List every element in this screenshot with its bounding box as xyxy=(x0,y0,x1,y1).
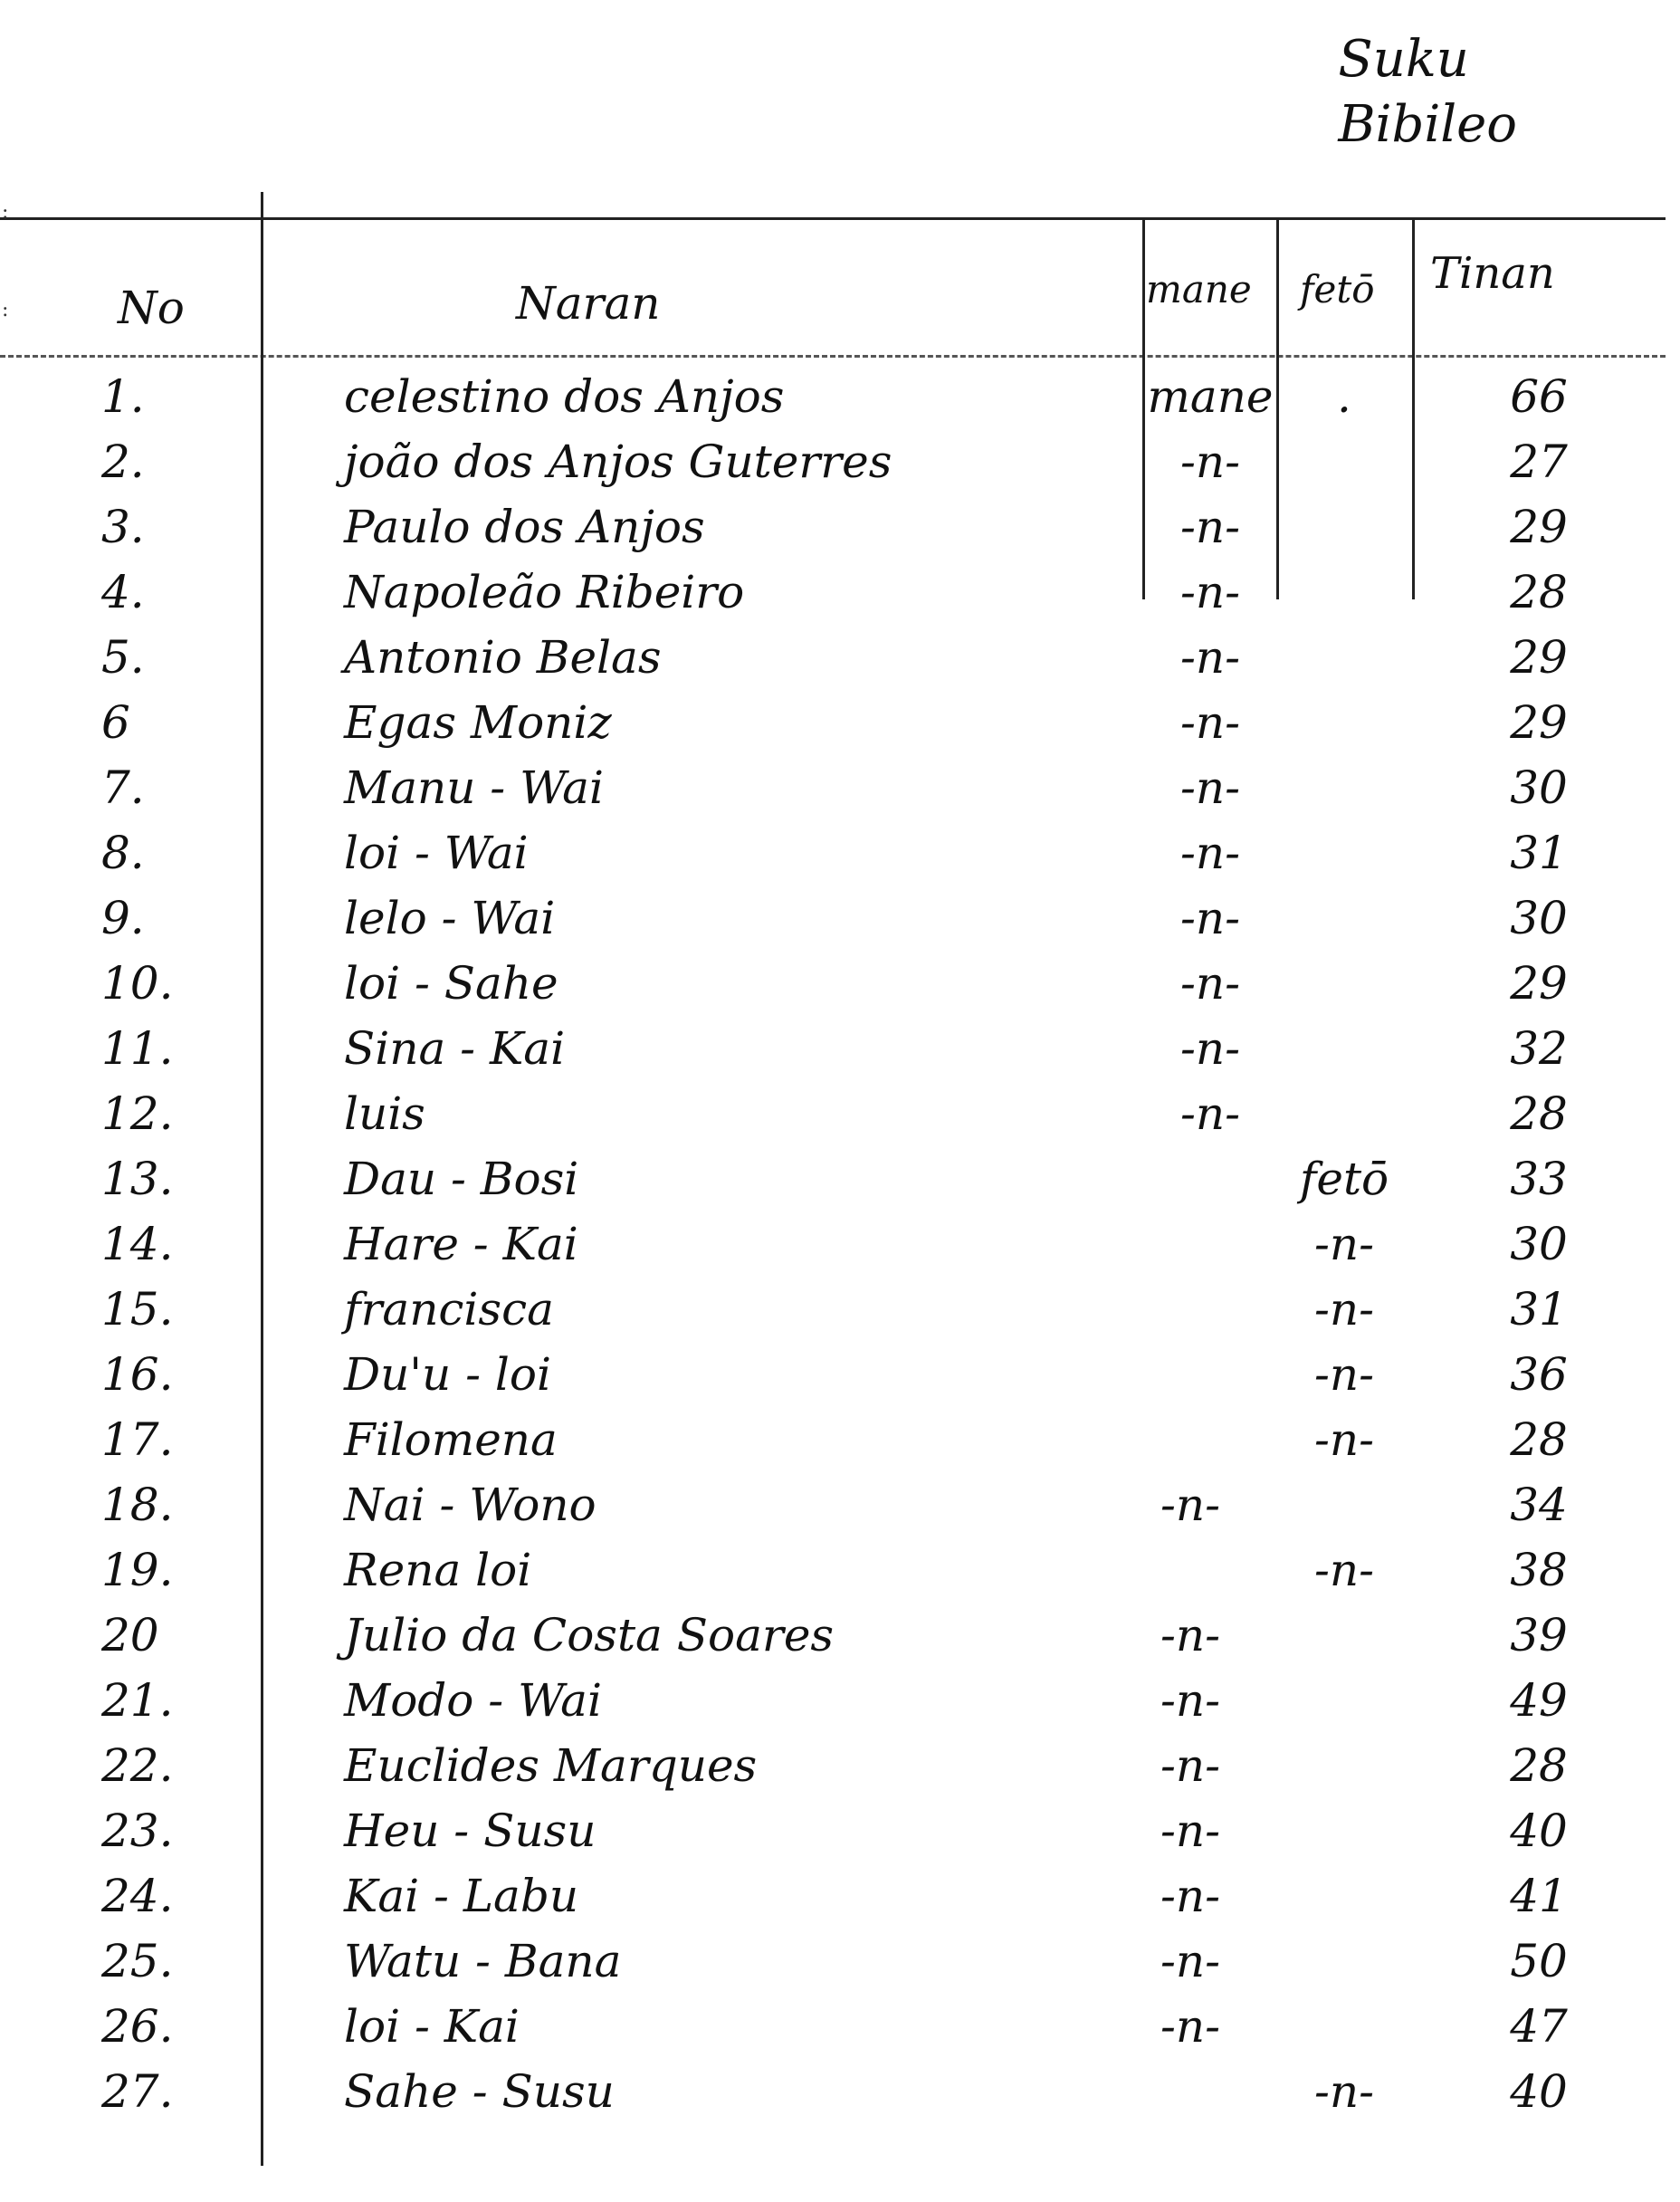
column-header-mane: mane xyxy=(1146,267,1252,311)
row-age: 50 xyxy=(1510,1935,1568,1987)
row-number: 9. xyxy=(101,892,145,944)
row-name: Manu - Wai xyxy=(344,761,604,814)
row-age: 47 xyxy=(1510,2000,1568,2053)
row-mane: -n- xyxy=(1180,892,1240,944)
table-row xyxy=(0,1863,1680,1929)
table-row xyxy=(0,1537,1680,1603)
table-row xyxy=(0,364,1680,429)
row-age: 28 xyxy=(1510,566,1568,618)
row-age: 31 xyxy=(1510,1283,1568,1336)
table-row xyxy=(0,494,1680,560)
row-age: 36 xyxy=(1510,1348,1568,1401)
row-number: 2. xyxy=(101,436,145,488)
row-number: 22. xyxy=(101,1739,174,1792)
table-row xyxy=(0,1733,1680,1798)
table-row xyxy=(0,560,1680,625)
location-line-1: Suku xyxy=(1338,30,1469,89)
table-row xyxy=(0,755,1680,820)
row-age: 34 xyxy=(1510,1479,1568,1531)
row-number: 6 xyxy=(101,696,130,749)
row-name: Nai - Wono xyxy=(344,1479,597,1531)
margin-mark: : xyxy=(2,299,9,321)
row-mane: -n- xyxy=(1180,1087,1240,1140)
table-row xyxy=(0,1994,1680,2059)
row-name: francisca xyxy=(344,1283,554,1336)
table-row xyxy=(0,1407,1680,1472)
row-mane: -n- xyxy=(1160,1609,1220,1661)
row-feto: fetō xyxy=(1299,1153,1389,1205)
row-number: 18. xyxy=(101,1479,174,1531)
row-number: 5. xyxy=(101,631,145,684)
table-row xyxy=(0,429,1680,494)
table-row xyxy=(0,1016,1680,1081)
row-mane: -n- xyxy=(1180,827,1240,879)
location-header xyxy=(1338,27,1517,158)
table-row xyxy=(0,1668,1680,1733)
row-number: 15. xyxy=(101,1283,174,1336)
row-number: 23. xyxy=(101,1805,174,1857)
row-mane: -n- xyxy=(1160,1870,1220,1922)
table-row xyxy=(0,1081,1680,1146)
row-age: 66 xyxy=(1510,370,1568,423)
row-mane: mane xyxy=(1147,370,1274,423)
row-number: 13. xyxy=(101,1153,174,1205)
row-mane: -n- xyxy=(1160,1935,1220,1987)
row-age: 30 xyxy=(1510,1218,1568,1270)
row-name: Watu - Bana xyxy=(344,1935,622,1987)
row-name: Sahe - Susu xyxy=(344,2065,615,2118)
row-age: 29 xyxy=(1510,696,1568,749)
table-row xyxy=(0,1146,1680,1211)
row-number: 4. xyxy=(101,566,145,618)
row-feto: -n- xyxy=(1314,1544,1374,1596)
table-top-rule xyxy=(0,217,1666,220)
row-number: 19. xyxy=(101,1544,174,1596)
row-age: 32 xyxy=(1510,1022,1568,1075)
row-name: luis xyxy=(344,1087,425,1140)
table-row xyxy=(0,2059,1680,2124)
row-feto: -n- xyxy=(1314,1218,1374,1270)
column-header-tinan: Tinan xyxy=(1430,248,1555,299)
margin-mark: : xyxy=(2,201,9,224)
row-mane: -n- xyxy=(1160,1805,1220,1857)
row-name: Egas Moniz xyxy=(344,696,612,749)
row-name: celestino dos Anjos xyxy=(344,370,785,423)
row-number: 25. xyxy=(101,1935,174,1987)
row-name: Du'u - loi xyxy=(344,1348,552,1401)
row-number: 1. xyxy=(101,370,145,423)
row-age: 28 xyxy=(1510,1413,1568,1466)
row-name: Euclides Marques xyxy=(344,1739,758,1792)
row-age: 29 xyxy=(1510,501,1568,553)
row-name: Rena loi xyxy=(344,1544,532,1596)
row-feto: -n- xyxy=(1314,1413,1374,1466)
table-row xyxy=(0,1472,1680,1537)
row-age: 40 xyxy=(1510,2065,1568,2118)
table-row xyxy=(0,1603,1680,1668)
row-age: 29 xyxy=(1510,631,1568,684)
row-mane: -n- xyxy=(1180,696,1240,749)
row-number: 21. xyxy=(101,1674,174,1727)
row-number: 3. xyxy=(101,501,145,553)
row-name: loi - Wai xyxy=(344,827,529,879)
row-number: 27. xyxy=(101,2065,174,2118)
row-name: loi - Kai xyxy=(344,2000,520,2053)
row-number: 26. xyxy=(101,2000,174,2053)
row-name: Antonio Belas xyxy=(344,631,662,684)
row-name: Kai - Labu xyxy=(344,1870,579,1922)
location-line-2: Bibileo xyxy=(1338,95,1517,154)
table-row xyxy=(0,625,1680,690)
table-row xyxy=(0,690,1680,755)
row-age: 40 xyxy=(1510,1805,1568,1857)
row-number: 24. xyxy=(101,1870,174,1922)
row-age: 38 xyxy=(1510,1544,1568,1596)
row-mane: -n- xyxy=(1160,1674,1220,1727)
table-row xyxy=(0,1277,1680,1342)
row-age: 30 xyxy=(1510,892,1568,944)
row-age: 29 xyxy=(1510,957,1568,1010)
header-bottom-rule xyxy=(0,355,1666,358)
row-age: 28 xyxy=(1510,1739,1568,1792)
row-mane: -n- xyxy=(1160,2000,1220,2053)
table-row xyxy=(0,1798,1680,1863)
row-name: Dau - Bosi xyxy=(344,1153,579,1205)
row-name: Heu - Susu xyxy=(344,1805,597,1857)
row-age: 27 xyxy=(1510,436,1568,488)
row-mane: -n- xyxy=(1180,436,1240,488)
table-row xyxy=(0,1342,1680,1407)
row-mane: -n- xyxy=(1180,501,1240,553)
row-name: joão dos Anjos Guterres xyxy=(344,436,892,488)
row-number: 12. xyxy=(101,1087,174,1140)
row-number: 14. xyxy=(101,1218,174,1270)
row-number: 17. xyxy=(101,1413,174,1466)
row-mane: -n- xyxy=(1180,957,1240,1010)
row-feto: -n- xyxy=(1314,1283,1374,1336)
row-age: 28 xyxy=(1510,1087,1568,1140)
table-row xyxy=(0,820,1680,886)
row-name: Sina - Kai xyxy=(344,1022,566,1075)
row-name: Julio da Costa Soares xyxy=(344,1609,835,1661)
row-age: 31 xyxy=(1510,827,1568,879)
column-header-no: No xyxy=(118,282,185,334)
table-row xyxy=(0,886,1680,951)
row-age: 41 xyxy=(1510,1870,1568,1922)
row-mane: -n- xyxy=(1180,761,1240,814)
row-feto: . xyxy=(1337,370,1351,423)
row-number: 8. xyxy=(101,827,145,879)
row-mane: -n- xyxy=(1180,631,1240,684)
row-age: 49 xyxy=(1510,1674,1568,1727)
row-feto: -n- xyxy=(1314,1348,1374,1401)
row-name: Napoleão Ribeiro xyxy=(344,566,745,618)
row-number: 7. xyxy=(101,761,145,814)
row-age: 30 xyxy=(1510,761,1568,814)
table-row xyxy=(0,951,1680,1016)
table-row xyxy=(0,1211,1680,1277)
row-name: Modo - Wai xyxy=(344,1674,602,1727)
column-header-naran: Naran xyxy=(516,277,661,330)
row-name: Filomena xyxy=(344,1413,558,1466)
row-name: Hare - Kai xyxy=(344,1218,578,1270)
row-mane: -n- xyxy=(1160,1739,1220,1792)
row-mane: -n- xyxy=(1180,566,1240,618)
row-number: 11. xyxy=(101,1022,174,1075)
row-number: 20 xyxy=(101,1609,159,1661)
row-name: Paulo dos Anjos xyxy=(344,501,705,553)
row-name: loi - Sahe xyxy=(344,957,558,1010)
table-row xyxy=(0,1929,1680,1994)
row-number: 10. xyxy=(101,957,174,1010)
row-mane: -n- xyxy=(1160,1479,1220,1531)
row-mane: -n- xyxy=(1180,1022,1240,1075)
row-name: lelo - Wai xyxy=(344,892,556,944)
row-feto: -n- xyxy=(1314,2065,1374,2118)
row-number: 16. xyxy=(101,1348,174,1401)
row-age: 39 xyxy=(1510,1609,1568,1661)
column-header-feto: fetō xyxy=(1300,267,1375,311)
row-age: 33 xyxy=(1510,1153,1568,1205)
